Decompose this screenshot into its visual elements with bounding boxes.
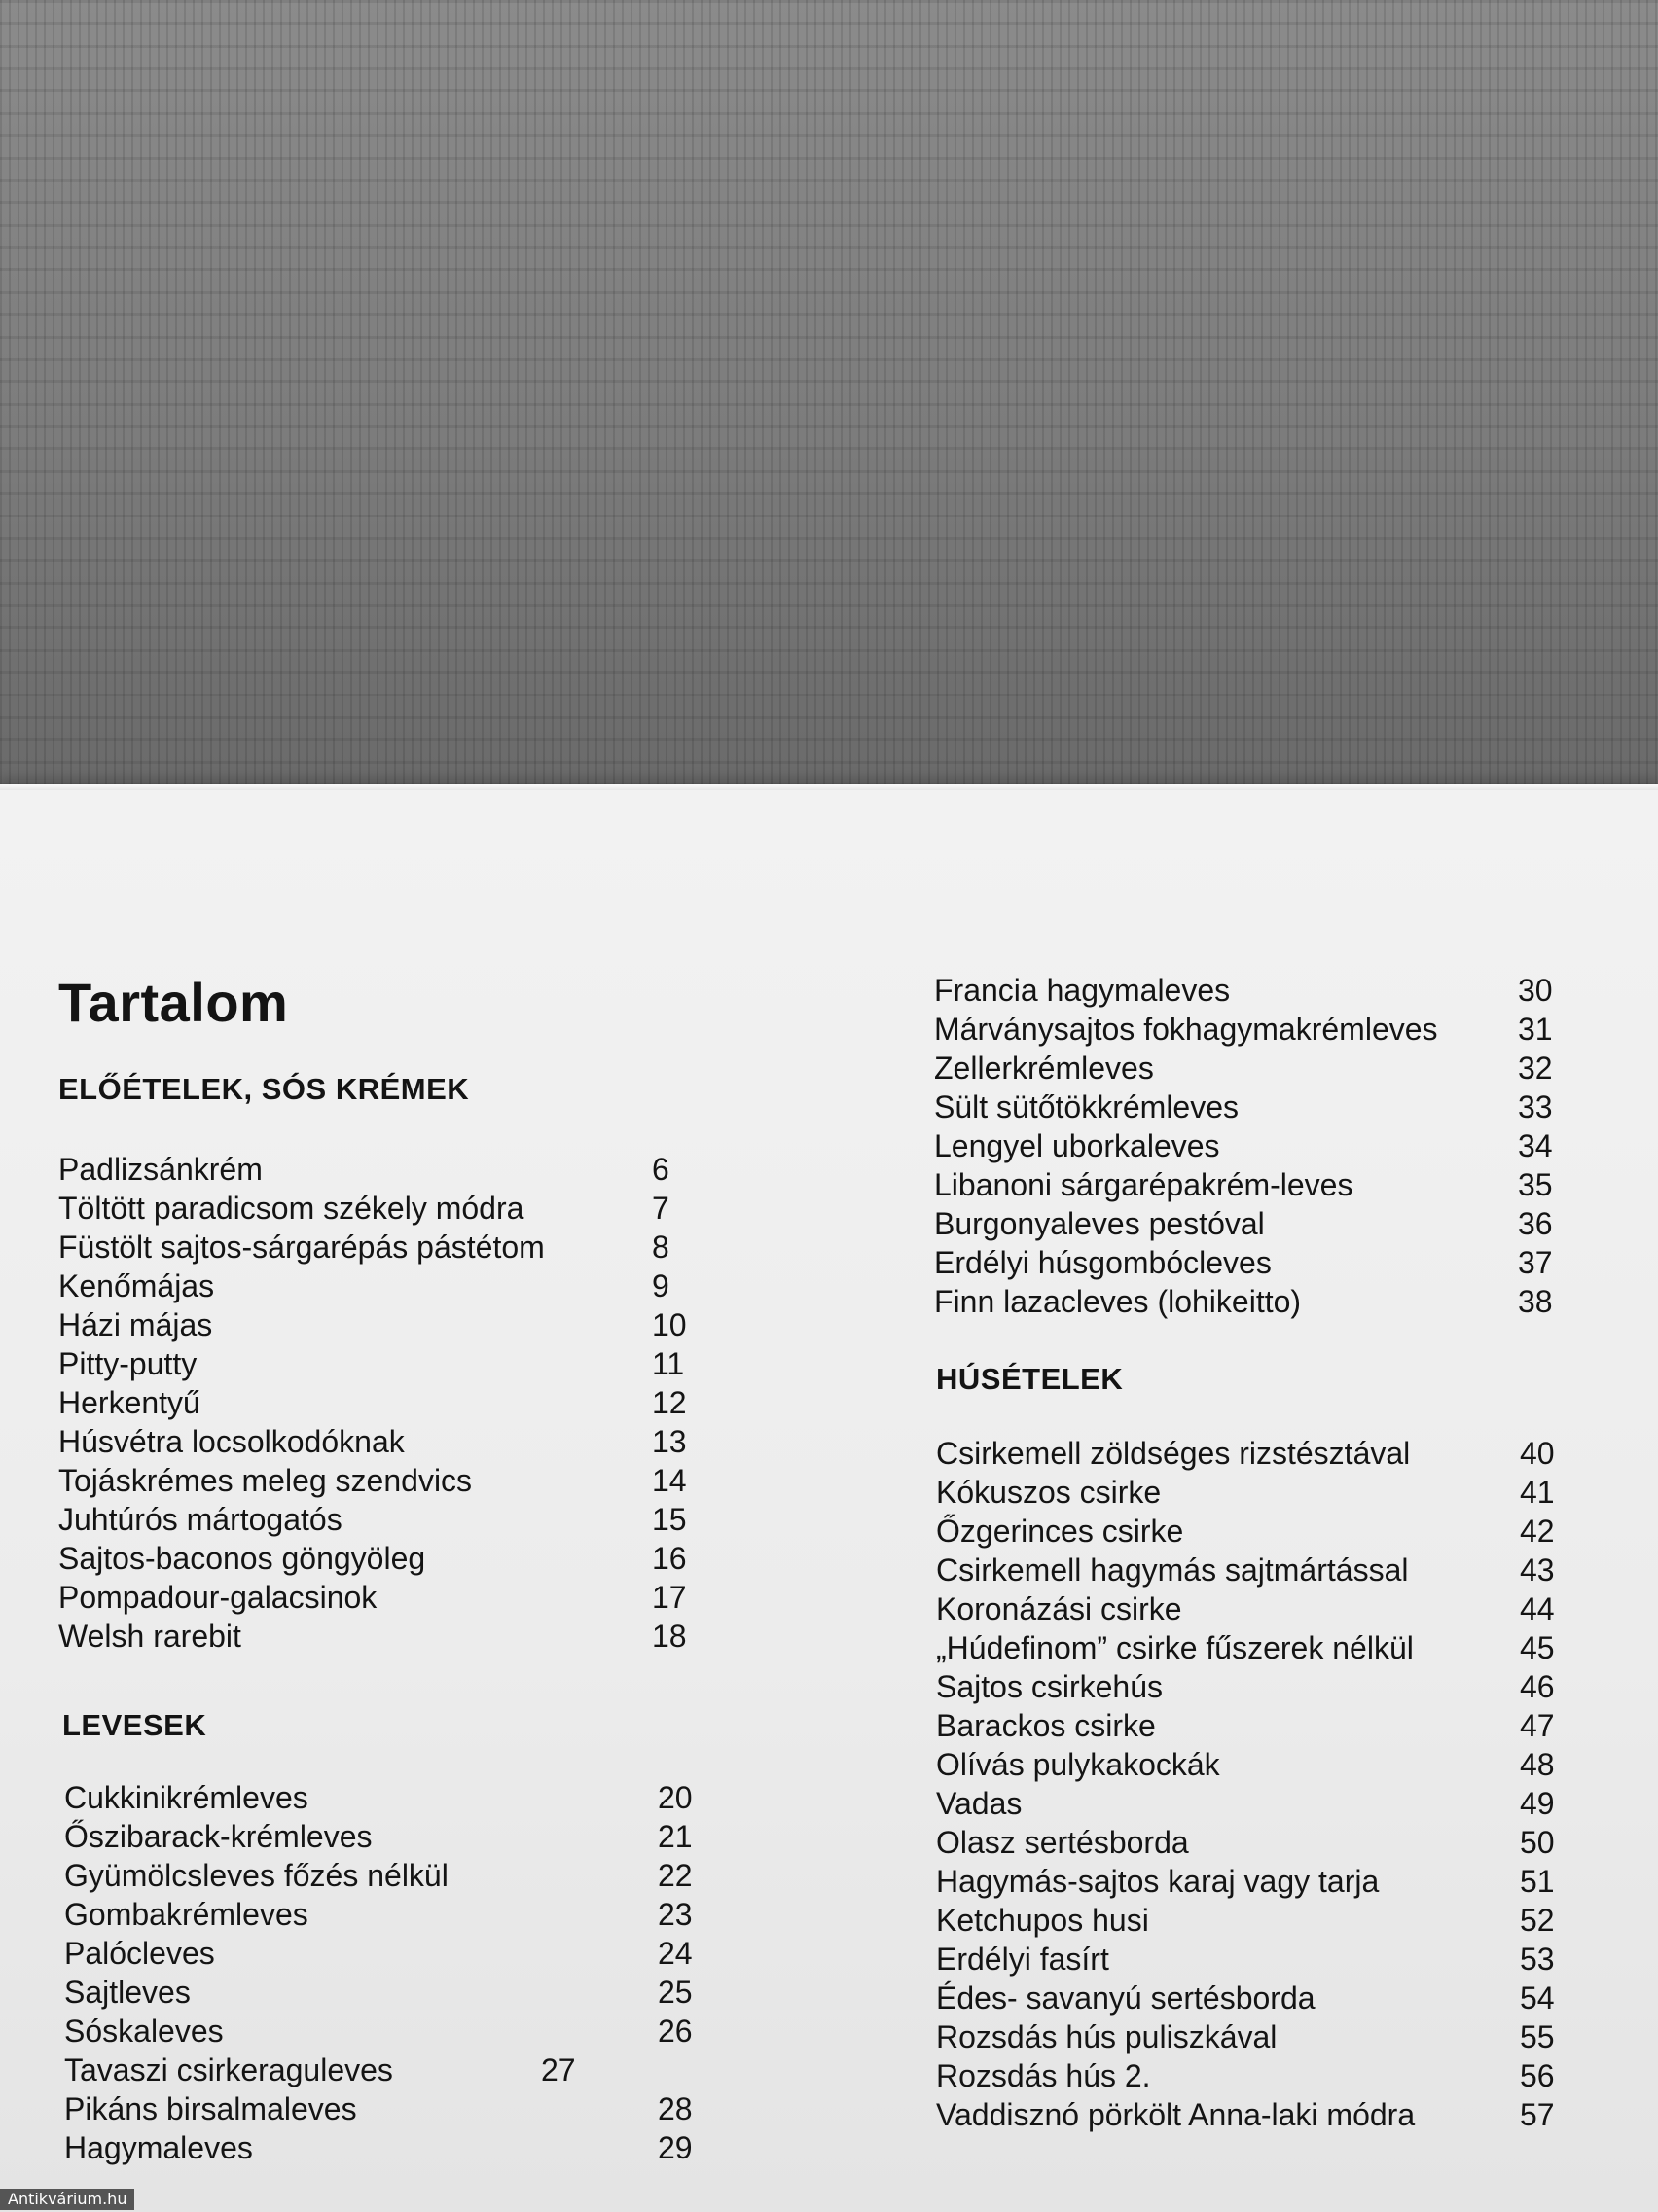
toc-entry-page-number: 25: [658, 1975, 693, 2010]
toc-entry: [64, 1895, 693, 1934]
toc-entry-page-number: 17: [652, 1580, 687, 1615]
toc-entry-page-number: 44: [1520, 1591, 1555, 1626]
toc-entry: [936, 1434, 1555, 1473]
toc-entry-page-number: 9: [652, 1268, 669, 1303]
toc-entry: [934, 1010, 1553, 1049]
toc-entry-title: Márványsajtos fokhagymakrémleves: [934, 1012, 1438, 1047]
toc-entry-page-number: 52: [1520, 1903, 1555, 1938]
toc-entry-title: Házi májas: [58, 1307, 213, 1342]
toc-entry: [934, 1165, 1553, 1204]
toc-entry-title: Sóskaleves: [64, 2014, 224, 2049]
toc-entry-page-number: 21: [658, 1819, 693, 1854]
toc-entry-title: Pompadour-galacsinok: [58, 1580, 378, 1615]
toc-entry-page-number: 27: [541, 2052, 576, 2087]
toc-entry: [64, 2051, 576, 2089]
toc-entry-page-number: 42: [1520, 1514, 1555, 1549]
toc-entry: [936, 1628, 1555, 1667]
toc-entry-page-number: 7: [652, 1191, 669, 1226]
toc-entry-page-number: 41: [1520, 1475, 1555, 1510]
toc-entry-title: Olívás pulykakockák: [936, 1747, 1220, 1782]
toc-entry: [936, 1745, 1555, 1784]
page-edge: [0, 784, 1658, 790]
toc-entry: [936, 1512, 1555, 1551]
toc-entry: [64, 2128, 693, 2167]
toc-entry-page-number: 51: [1520, 1864, 1555, 1899]
toc-entry-title: Juhtúrós mártogatós: [58, 1502, 342, 1537]
toc-entry: [64, 2089, 693, 2128]
toc-entry: [58, 1617, 687, 1656]
toc-entry-page-number: 16: [652, 1541, 687, 1576]
toc-entry-title: Csirkemell hagymás sajtmártással: [936, 1552, 1409, 1588]
toc-entry-title: Ketchupos husi: [936, 1903, 1149, 1938]
toc-entry: [934, 1243, 1553, 1282]
toc-entry: [934, 1126, 1553, 1165]
toc-entry: [58, 1383, 687, 1422]
toc-list-husetelek: [936, 1434, 1555, 2134]
toc-entry: [936, 1551, 1555, 1589]
toc-entry: [936, 1979, 1555, 2017]
toc-entry-title: Hagymás-sajtos karaj vagy tarja: [936, 1864, 1380, 1899]
toc-entry: [936, 1862, 1555, 1901]
toc-list-eloetelek: [58, 1150, 687, 1656]
toc-entry: [58, 1267, 669, 1305]
toc-entry-title: Kenőmájas: [58, 1268, 215, 1303]
toc-entry-page-number: 48: [1520, 1747, 1555, 1782]
toc-entry-title: Töltött paradicsom székely módra: [58, 1191, 524, 1226]
toc-entry: [936, 1589, 1555, 1628]
toc-entry-title: Rozsdás hús 2.: [936, 2058, 1151, 2093]
toc-entry: [58, 1189, 669, 1228]
toc-entry-page-number: 36: [1518, 1206, 1553, 1241]
toc-entry-page-number: 10: [652, 1307, 687, 1342]
toc-entry-page-number: 57: [1520, 2097, 1555, 2132]
toc-entry-page-number: 11: [652, 1346, 685, 1381]
toc-entry-title: Erdélyi húsgombócleves: [934, 1245, 1272, 1280]
toc-entry: [64, 2012, 693, 2051]
toc-list-levesek-continued: [934, 971, 1553, 1321]
toc-entry-title: Burgonyaleves pestóval: [934, 1206, 1265, 1241]
toc-entry-title: Olasz sertésborda: [936, 1825, 1189, 1860]
toc-entry: [934, 971, 1553, 1010]
toc-entry-page-number: 45: [1520, 1630, 1555, 1665]
toc-entry-title: Lengyel uborkaleves: [934, 1128, 1220, 1163]
toc-entry: [64, 1973, 693, 2012]
toc-entry-page-number: 54: [1520, 1980, 1555, 2016]
toc-entry: [58, 1344, 685, 1383]
toc-entry-title: Welsh rarebit: [58, 1619, 241, 1654]
toc-entry-page-number: 6: [652, 1152, 669, 1187]
toc-entry-title: Cukkinikrémleves: [64, 1780, 308, 1815]
toc-entry-title: Barackos csirke: [936, 1708, 1156, 1743]
toc-list-levesek: [64, 1778, 693, 2167]
toc-entry-page-number: 18: [652, 1619, 687, 1654]
toc-entry-title: Palócleves: [64, 1936, 215, 1971]
toc-entry: [64, 1817, 693, 1856]
toc-entry-title: „Húdefinom” csirke fűszerek nélkül: [936, 1630, 1414, 1665]
toc-entry-page-number: 33: [1518, 1089, 1553, 1124]
toc-entry-page-number: 14: [652, 1463, 687, 1498]
toc-entry-title: Pikáns birsalmaleves: [64, 2091, 357, 2126]
toc-entry: [936, 1901, 1555, 1940]
toc-entry-title: Padlizsánkrém: [58, 1152, 263, 1187]
toc-entry: [58, 1422, 687, 1461]
toc-entry-page-number: 13: [652, 1424, 687, 1459]
toc-entry-title: Francia hagymaleves: [934, 973, 1231, 1008]
toc-entry-title: Édes- savanyú sertésborda: [936, 1980, 1316, 2016]
toc-entry: [64, 1856, 693, 1895]
section-heading-husetelek: HÚSÉTELEK: [936, 1362, 1124, 1396]
toc-entry-title: Vadas: [936, 1786, 1023, 1821]
toc-entry-page-number: 15: [652, 1502, 687, 1537]
toc-entry-title: Tojáskrémes meleg szendvics: [58, 1463, 473, 1498]
toc-entry: [936, 2017, 1555, 2056]
toc-entry-page-number: 47: [1520, 1708, 1555, 1743]
toc-entry: [936, 1473, 1555, 1512]
toc-entry-page-number: 53: [1520, 1942, 1555, 1977]
toc-entry-title: Gyümölcsleves főzés nélkül: [64, 1858, 449, 1893]
toc-entry-page-number: 20: [658, 1780, 693, 1815]
toc-entry-page-number: 37: [1518, 1245, 1553, 1280]
toc-entry-page-number: 34: [1518, 1128, 1553, 1163]
toc-entry-title: Koronázási csirke: [936, 1591, 1182, 1626]
page-title: Tartalom: [58, 972, 289, 1033]
toc-entry: [58, 1150, 669, 1189]
toc-entry: [58, 1578, 687, 1617]
toc-entry: [58, 1539, 687, 1578]
toc-entry-title: Herkentyű: [58, 1385, 200, 1420]
toc-entry: [58, 1500, 687, 1539]
watermark-logo: Antikvárium.hu: [0, 2189, 134, 2210]
toc-entry-page-number: 35: [1518, 1167, 1553, 1202]
toc-entry: [934, 1282, 1553, 1321]
toc-entry-page-number: 32: [1518, 1051, 1553, 1086]
toc-entry-page-number: 43: [1520, 1552, 1555, 1588]
toc-entry-title: Zellerkrémleves: [934, 1051, 1154, 1086]
toc-entry: [58, 1461, 687, 1500]
toc-entry: [58, 1228, 669, 1267]
toc-entry-title: Őzgerinces csirke: [936, 1514, 1184, 1549]
toc-entry: [936, 1823, 1555, 1862]
toc-entry-title: Hagymaleves: [64, 2130, 253, 2165]
toc-entry-page-number: 31: [1518, 1012, 1553, 1047]
toc-entry-page-number: 12: [652, 1385, 687, 1420]
toc-entry-title: Rozsdás hús puliszkával: [936, 2019, 1278, 2054]
toc-entry-page-number: 23: [658, 1897, 693, 1932]
toc-entry-page-number: 30: [1518, 973, 1553, 1008]
section-heading-eloetelek: ELŐÉTELEK, SÓS KRÉMEK: [58, 1072, 470, 1106]
toc-entry: [936, 1784, 1555, 1823]
toc-entry-title: Vaddisznó pörkölt Anna-laki módra: [936, 2097, 1416, 2132]
toc-entry-title: Sajtos csirkehús: [936, 1669, 1163, 1704]
toc-entry-title: Pitty-putty: [58, 1346, 198, 1381]
toc-entry: [934, 1204, 1553, 1243]
toc-entry-title: Csirkemell zöldséges rizstésztával: [936, 1436, 1411, 1471]
toc-entry: [936, 1706, 1555, 1745]
toc-entry-title: Gombakrémleves: [64, 1897, 308, 1932]
textured-backdrop: [0, 0, 1658, 786]
toc-entry-page-number: 46: [1520, 1669, 1555, 1704]
toc-entry: [64, 1934, 693, 1973]
toc-entry-page-number: 38: [1518, 1284, 1553, 1319]
toc-entry-page-number: 29: [658, 2130, 693, 2165]
toc-entry-title: Tavaszi csirkeraguleves: [64, 2052, 393, 2087]
toc-entry: [58, 1305, 687, 1344]
toc-entry-title: Libanoni sárgarépakrém-leves: [934, 1167, 1353, 1202]
toc-entry-page-number: 56: [1520, 2058, 1555, 2093]
toc-entry-page-number: 26: [658, 2014, 693, 2049]
toc-entry-page-number: 49: [1520, 1786, 1555, 1821]
toc-entry-page-number: 40: [1520, 1436, 1555, 1471]
toc-entry-title: Sajtos-baconos göngyöleg: [58, 1541, 426, 1576]
toc-entry-page-number: 28: [658, 2091, 693, 2126]
toc-entry-title: Sült sütőtökkrémleves: [934, 1089, 1240, 1124]
toc-entry-page-number: 22: [658, 1858, 693, 1893]
toc-entry-title: Finn lazacleves (lohikeitto): [934, 1284, 1302, 1319]
section-heading-levesek: LEVESEK: [62, 1708, 207, 1742]
toc-entry: [936, 2056, 1555, 2095]
toc-entry-title: Húsvétra locsolkodóknak: [58, 1424, 405, 1459]
toc-entry-page-number: 24: [658, 1936, 693, 1971]
toc-entry-title: Füstölt sajtos-sárgarépás pástétom: [58, 1230, 545, 1265]
toc-entry-page-number: 8: [652, 1230, 669, 1265]
toc-entry-page-number: 50: [1520, 1825, 1555, 1860]
toc-entry-title: Sajtleves: [64, 1975, 191, 2010]
toc-entry: [936, 2095, 1555, 2134]
toc-entry-page-number: 55: [1520, 2019, 1555, 2054]
toc-entry: [64, 1778, 693, 1817]
toc-entry: [936, 1667, 1555, 1706]
toc-entry-title: Kókuszos csirke: [936, 1475, 1162, 1510]
toc-entry: [936, 1940, 1555, 1979]
toc-entry: [934, 1088, 1553, 1126]
toc-entry: [934, 1049, 1553, 1088]
toc-entry-title: Erdélyi fasírt: [936, 1942, 1109, 1977]
toc-entry-title: Őszibarack-krémleves: [64, 1819, 373, 1854]
